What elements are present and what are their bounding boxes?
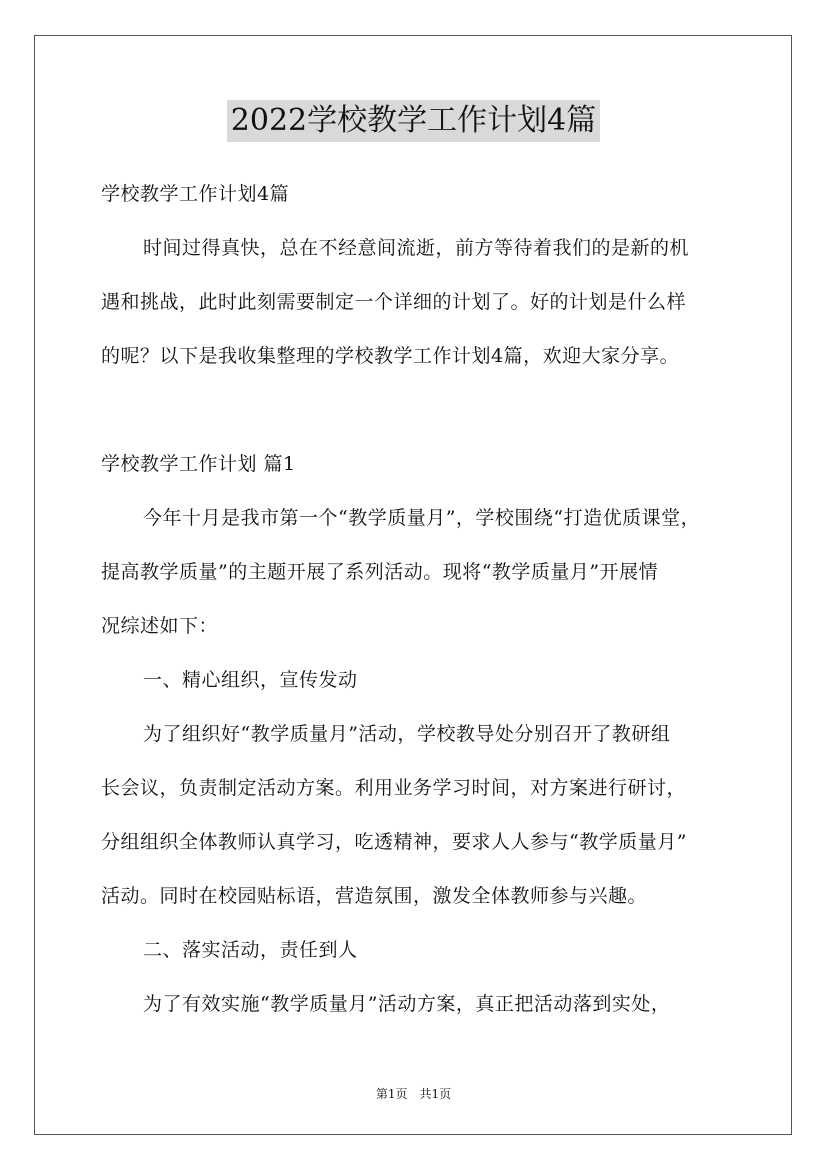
document-subtitle: 学校教学工作计划4篇 <box>101 183 290 205</box>
title-container <box>0 100 827 142</box>
document-title: 2022学校教学工作计划4篇 <box>227 100 600 142</box>
intro-line-1: 时间过得真快，总在不经意间流逝，前方等待着我们的是新的机 <box>143 237 690 259</box>
section1-line-1: 今年十月是我市第一个“教学质量月”，学校围绕“打造优质课堂， <box>143 507 701 529</box>
page-footer: 第1页 共1页 <box>375 1087 452 1101</box>
intro-line-2: 遇和挑战，此时此刻需要制定一个详细的计划了。好的计划是什么样 <box>101 291 687 313</box>
point1-line-2: 长会议，负责制定活动方案。利用业务学习时间，对方案进行研讨， <box>101 777 687 799</box>
point1-line-1: 为了组织好“教学质量月”活动，学校教导处分别召开了教研组 <box>143 723 671 745</box>
section1-line-3: 况综述如下： <box>101 615 219 637</box>
section1-heading: 学校教学工作计划 篇1 <box>101 453 296 475</box>
point1-line-3: 分组组织全体教师认真学习，吃透精神，要求人人参与“教学质量月” <box>101 831 687 853</box>
point1-line-4: 活动。同时在校园贴标语，营造氛围，激发全体教师参与兴趣。 <box>101 885 648 907</box>
point2-heading: 二、落实活动，责任到人 <box>143 939 358 961</box>
section1-line-2: 提高教学质量”的主题开展了系列活动。现将“教学质量月”开展情 <box>101 561 659 583</box>
point2-line-1: 为了有效实施“教学质量月”活动方案，真正把活动落到实处， <box>143 993 671 1015</box>
intro-line-3: 的呢？以下是我收集整理的学校教学工作计划4篇，欢迎大家分享。 <box>101 345 680 367</box>
point1-heading: 一、精心组织，宣传发动 <box>143 669 358 691</box>
